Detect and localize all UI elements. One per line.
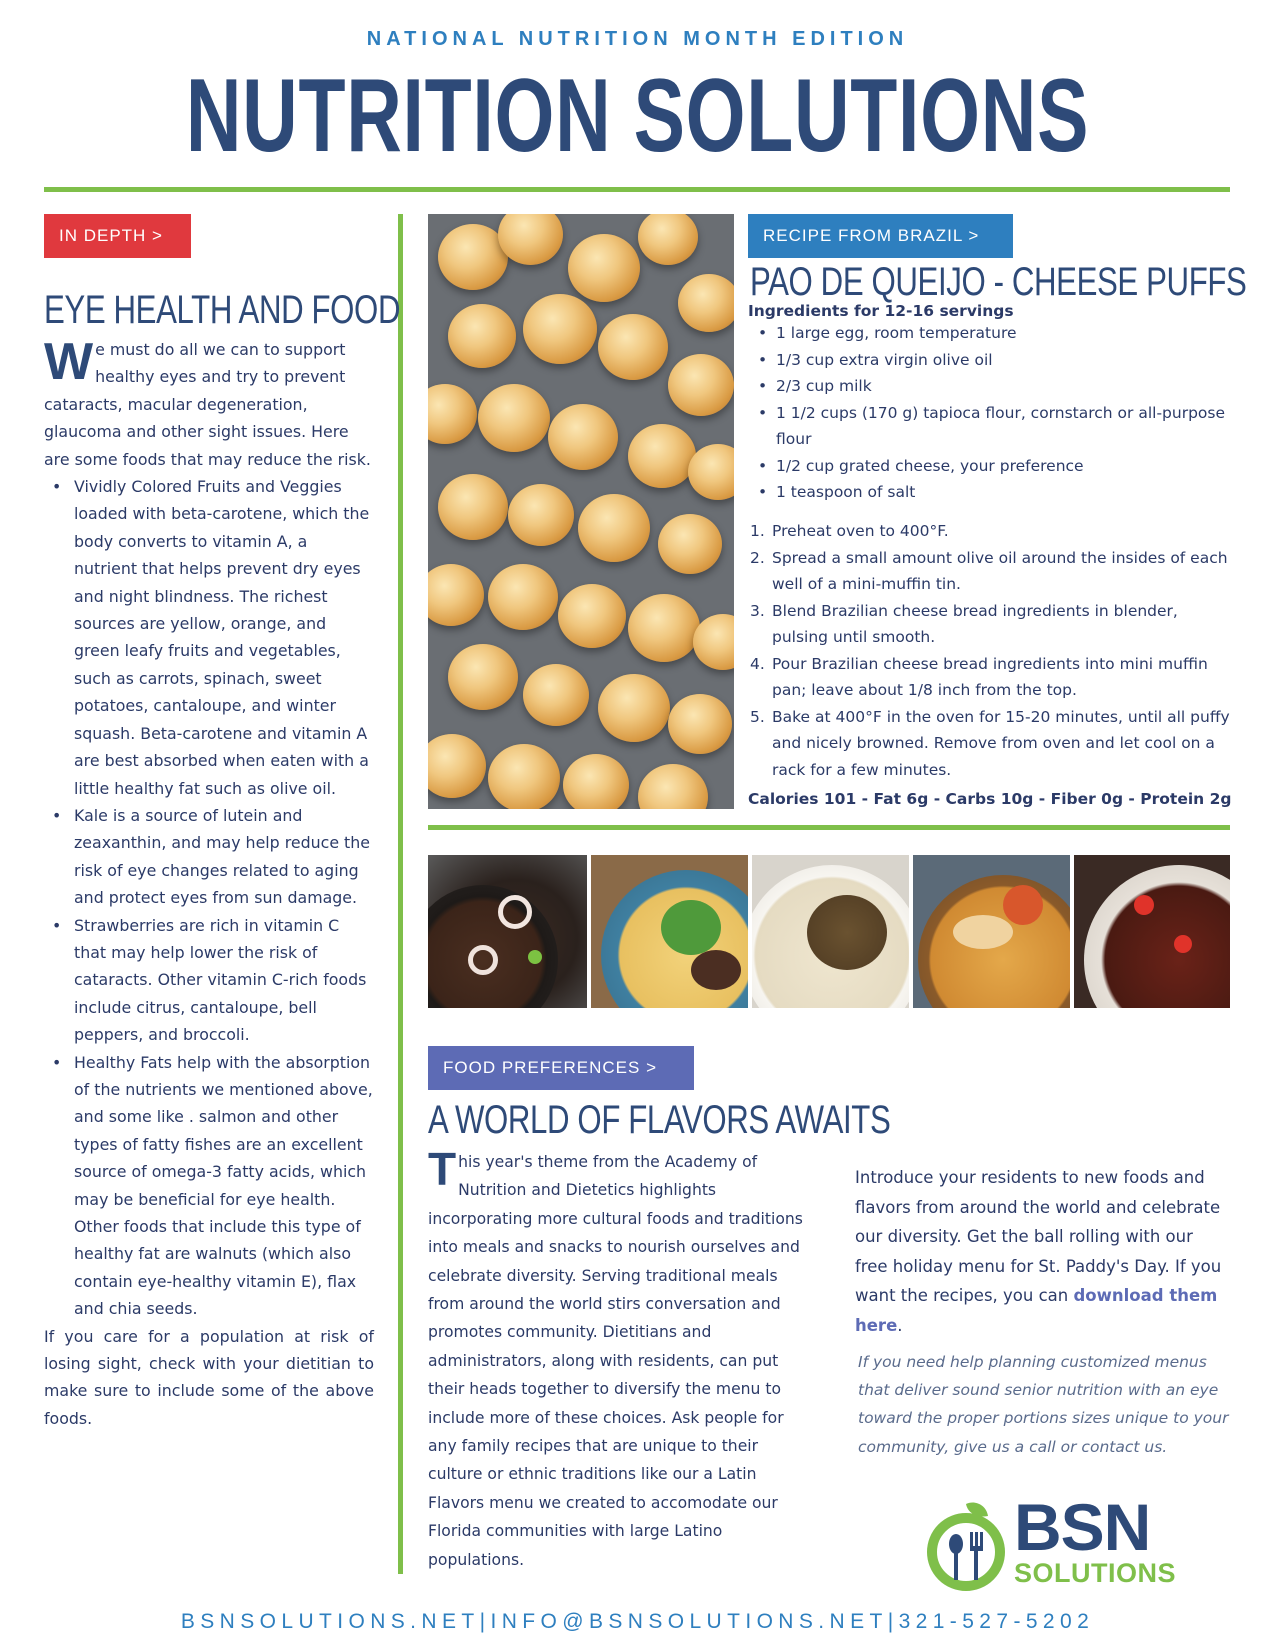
eye-health-intro [44, 333, 374, 473]
step-number: 2. [750, 548, 765, 567]
cheese-puff [598, 314, 668, 380]
flavors-article [428, 1143, 810, 1574]
dropcap-w: W [44, 333, 94, 391]
fork-spoon-logo-icon [922, 1498, 1018, 1594]
flavors-body-text: his year's theme from the Academy of Nutrition and Dietetics highlights incorporating more cultural foods and traditions into meals and snacks to nourish ourselves and celebrate diversity. Serving traditional meals from around the world stirs conversation and promotes community. Dietitians and administrators, along with residents, can put their heads together to diversify the menu to include more of these choices. Ask people for any family recipes that are unique to their culture or ethnic traditions like our a Latin Flavors menu we created to accomodate our Florida communities with large Latino populations. [428, 1153, 803, 1569]
eye-health-article [44, 333, 374, 1432]
logo-subtitle: SOLUTIONS [1014, 1558, 1177, 1588]
cheese-puff [488, 744, 560, 809]
cheese-puff [628, 594, 700, 662]
step-text: Blend Brazilian cheese bread ingredients in blender, pulsing until smooth. [772, 601, 1178, 646]
nutrition-facts: Calories 101 - Fat 6g - Carbs 10g - Fiber 0g - Protein 2g [748, 790, 1232, 808]
column-divider [398, 214, 403, 1574]
cheese-puff [428, 734, 486, 798]
download-recipes-link[interactable]: download them here [855, 1286, 1218, 1335]
cheese-puff [478, 384, 550, 452]
recipe-heading: PAO DE QUEIJO - CHEESE PUFFS [750, 260, 1247, 304]
bsn-logo [922, 1490, 1182, 1594]
flavors-body [428, 1143, 810, 1574]
cheese-puff [548, 404, 618, 470]
list-item: • Vividly Colored Fruits and Veggies loaded with beta-carotene, which the body converts to vitamin A, a nutrient that helps prevent dry eyes and night blindness. The richest sources are yellow, orange, and green leafy fruits and vegetables, such as carrots, spinach, sweet potatoes, cantaloupe, and winter squash. Beta-carotene and vitamin A are best absorbed when eaten with a little healthy fat such as olive oil. [44, 473, 374, 802]
list-item: • Strawberries are rich in vitamin C that may help lower the risk of cataracts. Other vitamin C-rich foods include citrus, cantaloupe, bell peppers, and broccoli. [44, 912, 374, 1049]
cheese-puff [558, 584, 626, 648]
recipe-divider [428, 825, 1230, 830]
list-item [750, 704, 1230, 784]
list-item: • 1 large egg, room temperature [756, 320, 1226, 347]
list-item [750, 651, 1230, 704]
top-divider [44, 187, 1230, 192]
list-item: • 1/3 cup extra virgin olive oil [756, 347, 1226, 374]
list-item [750, 518, 1230, 545]
cheese-puff [598, 674, 670, 742]
list-item: • 2/3 cup milk [756, 373, 1226, 400]
cheese-puff [668, 694, 732, 754]
cheese-puff [488, 564, 558, 630]
food-preferences-tag: FOOD PREFERENCES > [428, 1046, 694, 1090]
cheese-puff [568, 234, 640, 302]
food-photo-chicken-paella [913, 855, 1070, 1008]
in-depth-tag: IN DEPTH > [44, 214, 191, 258]
step-text: Bake at 400°F in the oven for 15-20 minutes, until all puffy and nicely browned. Remove from oven and let cool on a rack for a few minutes. [772, 707, 1230, 779]
cheese-puff [668, 354, 734, 416]
cheese-puff [638, 764, 708, 809]
food-photo-skillet [428, 855, 587, 1008]
recipe-steps [750, 518, 1230, 783]
food-photo-glazed-meat [1074, 855, 1230, 1008]
food-photo-rice [752, 855, 909, 1008]
dropcap-t: T [428, 1143, 457, 1195]
flavors-heading: A WORLD OF FLAVORS AWAITS [428, 1098, 891, 1142]
logo-wordmark: BSN [1014, 1490, 1151, 1564]
step-text: Spread a small amount olive oil around the insides of each well of a mini-muffin tin. [772, 548, 1228, 593]
cheese-puff [428, 384, 477, 444]
cheese-puff [638, 214, 698, 265]
cheese-puff [578, 494, 650, 562]
cheese-puff [523, 294, 597, 364]
list-item: • 1/2 cup grated cheese, your preference [756, 453, 1226, 480]
list-item: • Kale is a source of lutein and zeaxanthin, and may help reduce the risk of eye changes related to aging and protect eyes from sun damage. [44, 802, 374, 912]
cheese-puff [678, 274, 734, 332]
cheese-puff [523, 664, 589, 726]
list-item [750, 545, 1230, 598]
cheese-puff [428, 564, 484, 626]
contact-note: If you need help planning customized menus that deliver sound senior nutrition with an eye toward the proper portions sizes unique to your community, give us a call or contact us. [858, 1353, 1229, 1456]
eye-health-closing: If you care for a population at risk of losing sight, check with your dietitian to make sure to include some of the above foods. [44, 1326, 374, 1428]
eye-health-heading: EYE HEALTH AND FOOD [44, 288, 401, 332]
list-item: • Healthy Fats help with the absorption of the nutrients we mentioned above, and some like . salmon and other types of fatty fishes are an excellent source of omega-3 fatty acids, which may be beneficial for eye health. Other foods that include this type of healthy fat are walnuts (which also contain eye-healthy vitamin E), flax and chia seeds. [44, 1049, 374, 1323]
eye-food-list [44, 473, 374, 1323]
recipe-servings: Ingredients for 12-16 servings [748, 302, 1014, 320]
step-number: 5. [750, 707, 765, 726]
list-item: • 1 1/2 cups (170 g) tapioca flour, cornstarch or all-purpose flour [756, 400, 1226, 453]
page-title: NUTRITION SOLUTIONS [185, 58, 1090, 174]
callout-tail: . [897, 1315, 903, 1335]
food-photo-polenta [591, 855, 748, 1008]
flavors-callout [855, 1163, 1225, 1341]
cheese-puff [438, 474, 508, 540]
list-item: • 1 teaspoon of salt [756, 479, 1226, 506]
step-text: Preheat oven to 400°F. [772, 522, 949, 540]
step-number: 4. [750, 654, 765, 673]
ingredient-list [756, 320, 1226, 506]
edition-label: NATIONAL NUTRITION MONTH EDITION [366, 28, 909, 50]
recipe-tag: RECIPE FROM BRAZIL > [748, 214, 1013, 258]
list-item [750, 598, 1230, 651]
cheese-puff [658, 514, 722, 574]
callout-text: Introduce your residents to new foods and flavors from around the world and celebrate our diversity. Get the ball rolling with our free holiday menu for St. Paddy's Day. If you want the recipes, you can [855, 1168, 1222, 1306]
step-number: 1. [750, 522, 765, 540]
intro-text: e must do all we can to support healthy eyes and try to prevent cataracts, macular degeneration, glaucoma and other sight issues. Here are some foods that may reduce the risk. [44, 340, 371, 469]
cheese-puff [448, 304, 516, 368]
footer-contact: BSNSOLUTIONS.NET|INFO@BSNSOLUTIONS.NET|321-527-5202 [180, 1610, 1095, 1633]
cheese-puff [508, 484, 574, 546]
step-text: Pour Brazilian cheese bread ingredients into mini muffin pan; leave about 1/8 inch from the top. [772, 654, 1208, 699]
cheese-puff [688, 444, 734, 500]
step-number: 3. [750, 601, 765, 620]
cheese-puff [628, 424, 696, 488]
cheese-puff [563, 754, 629, 809]
cheese-puff [448, 644, 518, 710]
cheese-puffs-photo [428, 214, 734, 809]
